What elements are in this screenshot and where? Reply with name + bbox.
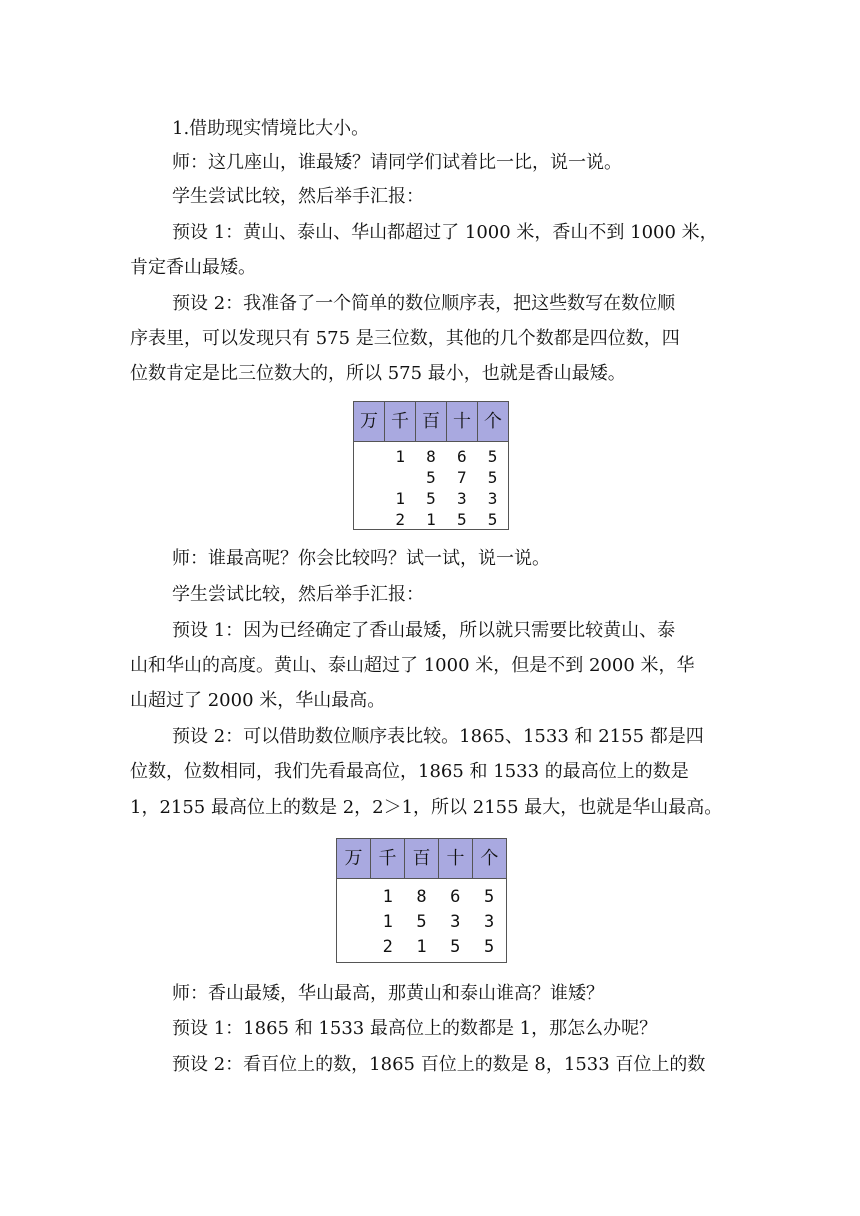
header-cell-shi: 十: [447, 402, 478, 441]
paragraph-line: 预设 1：1865 和 1533 最高位上的数都是 1，那怎么办呢？: [172, 1018, 658, 1039]
table-cell: [337, 885, 371, 910]
table-cell: 5: [456, 510, 467, 529]
table-cell: 5: [487, 468, 498, 487]
paragraph-line: 山和华山的高度。黄山、泰山超过了 1000 米，但是不到 2000 米，华: [130, 655, 695, 676]
table-row: [354, 488, 508, 509]
table-cell: 8: [416, 887, 427, 907]
paragraph-line: 师：这几座山，谁最矮？请同学们试着比一比，说一说。: [172, 152, 622, 173]
section-heading: 1.借助现实情境比大小。: [172, 118, 370, 139]
header-cell-qian: 千: [371, 839, 405, 878]
paragraph-line: 学生尝试比较，然后举手汇报：: [172, 584, 424, 605]
table-cell: 5: [487, 447, 498, 466]
place-value-table-1: [353, 401, 509, 530]
paragraph-line: 师：香山最矮，华山最高，那黄山和泰山谁高？谁矮？: [172, 983, 604, 1004]
header-cell-ge: 个: [480, 848, 499, 869]
table-cell: 1: [382, 887, 393, 907]
table-cell: 6: [456, 447, 467, 466]
table-cell: 2: [395, 510, 406, 529]
table-cell: 1: [382, 912, 393, 932]
table-cell: 3: [483, 912, 495, 932]
table-cell: 5: [426, 489, 436, 508]
paragraph-line: 位数，位数相同，我们先看最高位，1865 和 1533 的最高位上的数是: [130, 761, 689, 782]
table-cell: 6: [450, 887, 461, 907]
paragraph-line: 学生尝试比较，然后举手汇报：: [172, 186, 424, 207]
table-cell: 8: [426, 447, 436, 466]
table-cell: 1: [395, 447, 406, 466]
table-cell: [385, 467, 416, 488]
table-cell: 3: [456, 489, 467, 508]
table-row: [354, 509, 508, 530]
paragraph-line: 预设 2：看百位上的数，1865 百位上的数是 8，1533 百位上的数: [172, 1054, 706, 1075]
paragraph-line: 预设 2：我准备了一个简单的数位顺序表，把这些数写在数位顺: [172, 293, 676, 314]
table-cell: 3: [450, 912, 461, 932]
table-cell: 3: [487, 489, 498, 508]
table-row: [337, 885, 506, 910]
table-cell: [354, 509, 385, 530]
table-cell: [337, 935, 371, 960]
table-row: [337, 935, 506, 960]
header-cell-wan: 万: [354, 402, 385, 441]
paragraph-line: 序表里，可以发现只有 575 是三位数，其他的几个数都是四位数，四: [130, 328, 680, 349]
paragraph-line: 1，2155 最高位上的数是 2，2＞1，所以 2155 最大，也就是华山最高。: [130, 797, 723, 818]
header-cell-bai: 百: [416, 402, 447, 441]
header-cell-shi: 十: [439, 839, 473, 878]
table-row: [354, 467, 508, 488]
table-cell: 5: [483, 937, 495, 957]
table-cell: 1: [426, 510, 436, 529]
table-row: [354, 446, 508, 467]
table-cell: 5: [416, 912, 427, 932]
table-row: [337, 910, 506, 935]
table-cell: 1: [416, 937, 427, 957]
table-cell: [337, 910, 371, 935]
table-header-row: [354, 402, 508, 442]
table-cell: 5: [483, 887, 495, 907]
table-cell: [354, 488, 385, 509]
table-body: [337, 879, 506, 960]
paragraph-line: 肯定香山最矮。: [130, 257, 256, 278]
table-cell: 1: [395, 489, 406, 508]
header-cell-bai: 百: [405, 839, 439, 878]
paragraph-line: 师：谁最高呢？你会比较吗？试一试，说一说。: [172, 548, 550, 569]
table-cell: 2: [382, 937, 393, 957]
table-cell: 5: [487, 510, 498, 529]
paragraph-line: 山超过了 2000 米，华山最高。: [130, 690, 386, 711]
header-cell-qian: 千: [385, 402, 416, 441]
table-cell: [354, 467, 385, 488]
table-body: [354, 442, 508, 530]
table-cell: 5: [426, 468, 436, 487]
table-cell: 7: [456, 468, 467, 487]
header-cell-wan: 万: [337, 839, 371, 878]
paragraph-line: 预设 1：黄山、泰山、华山都超过了 1000 米，香山不到 1000 米，: [172, 222, 718, 243]
place-value-table-2: [336, 838, 507, 963]
paragraph-line: 预设 1：因为已经确定了香山最矮，所以就只需要比较黄山、泰: [172, 620, 676, 641]
table-cell: 5: [450, 937, 461, 957]
header-cell-ge: 个: [484, 411, 502, 432]
table-header-row: [337, 839, 506, 879]
paragraph-line: 预设 2：可以借助数位顺序表比较。1865、1533 和 2155 都是四: [172, 726, 704, 747]
paragraph-line: 位数肯定是比三位数大的，所以 575 最小，也就是香山最矮。: [130, 363, 626, 384]
table-cell: [354, 446, 385, 467]
